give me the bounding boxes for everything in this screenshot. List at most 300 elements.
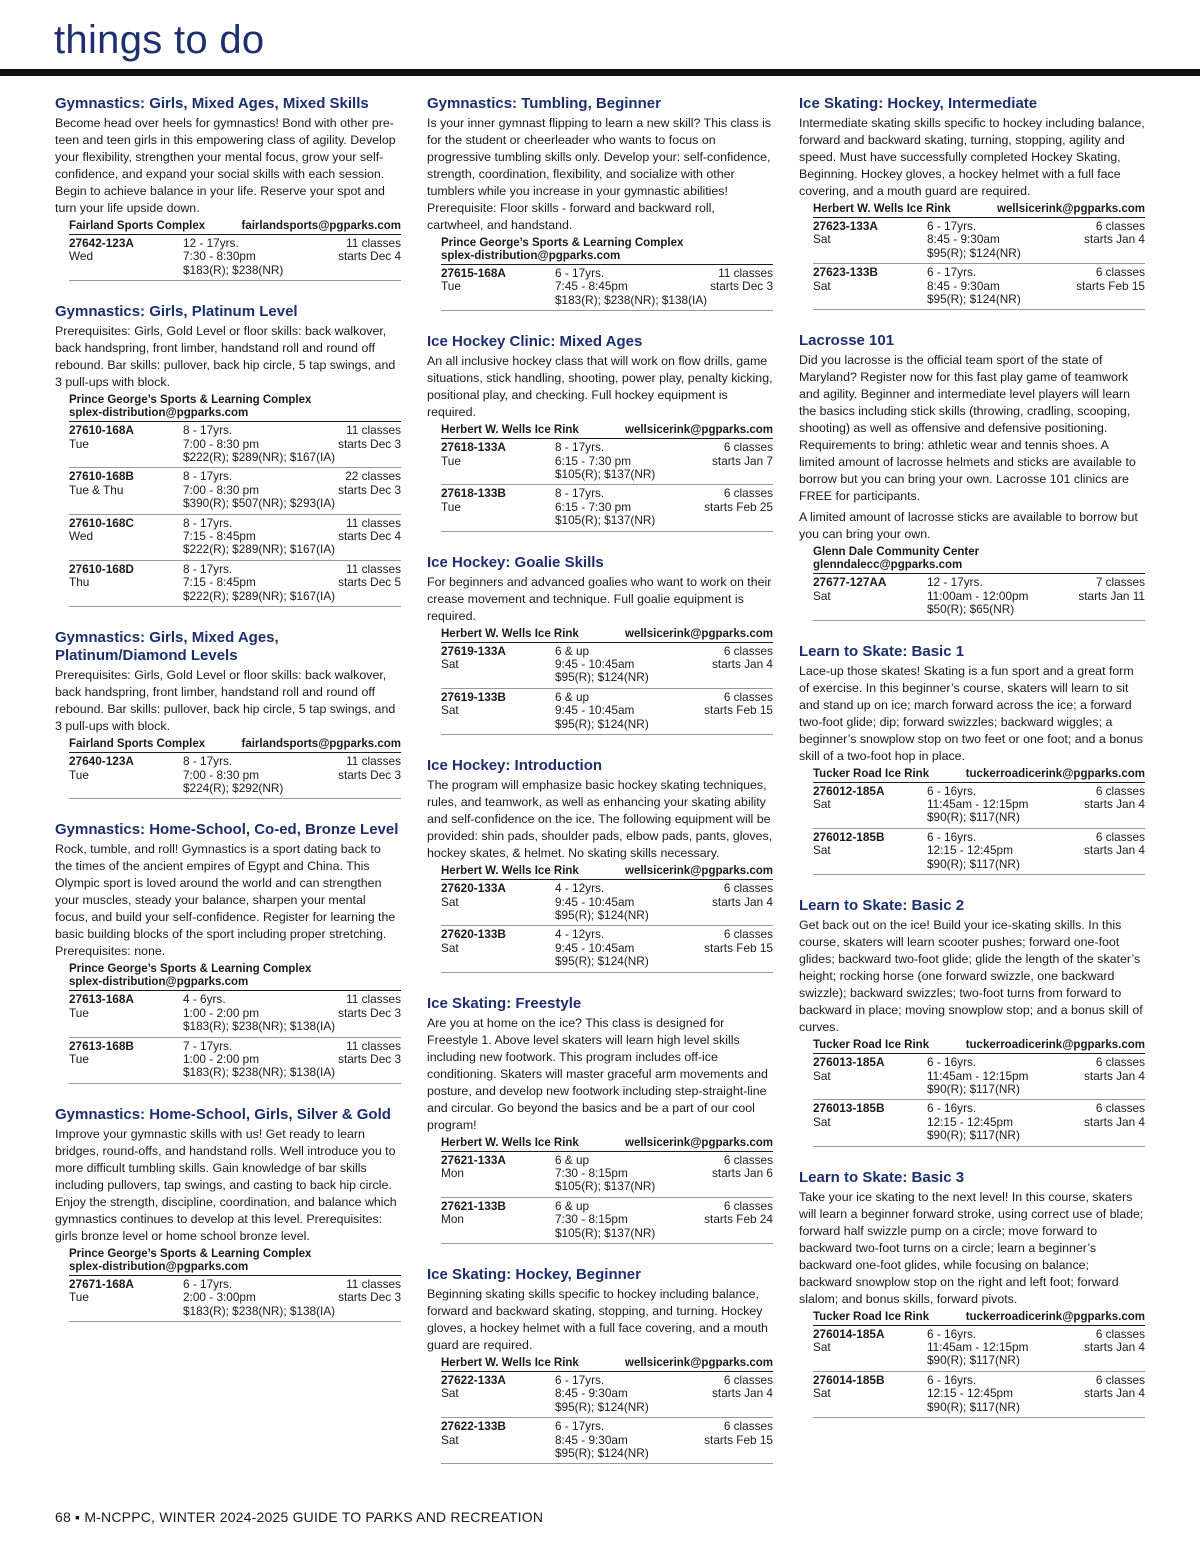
title-rule xyxy=(0,69,1200,76)
program-section xyxy=(427,757,773,972)
meeting-time: 7:30 - 8:30pm xyxy=(183,249,256,264)
program-description: Are you at home on the ice? This class is designed for Freestyle 1. Above level skaters will learn high level skills including new footwork. This program includes off-ice conditioning. Skaters will master graceful arm movements and posture, and develop new footwork including step-straight-line and circular. Go beyond the basics and be a part of our cool program! xyxy=(427,1015,768,1132)
start-date: starts Jan 4 xyxy=(1084,843,1145,858)
meeting-day: Tue & Thu xyxy=(69,482,124,497)
start-date: starts Jan 4 xyxy=(1084,1068,1145,1083)
start-date: starts Jan 4 xyxy=(712,1386,773,1401)
start-date: starts Jan 4 xyxy=(712,657,773,672)
age-range: 6 & up xyxy=(555,689,590,704)
location-header xyxy=(441,1357,773,1372)
class-offering xyxy=(441,1198,773,1244)
location-email-link[interactable]: wellsicerink@pgparks.com xyxy=(625,865,773,878)
program-title: Ice Skating: Hockey, Intermediate xyxy=(799,95,1038,112)
location-email-link[interactable]: fairlandsports@pgparks.com xyxy=(241,738,401,751)
program-description: Prerequisites: Girls, Gold Level or floor skills: back walkover, back handspring, front limber, handstand roll and round off rebound. Bar skills: pullover, back hip circle, 5 tap swings, and 3 pull-ups with block. xyxy=(55,668,396,734)
meeting-day: Sat xyxy=(813,843,831,858)
class-offering xyxy=(441,880,773,926)
meeting-time: 7:30 - 8:15pm xyxy=(555,1165,628,1180)
fee-list: $183(R); $238(NR); $138(IA) xyxy=(183,1019,336,1034)
class-offering xyxy=(813,1100,1145,1146)
location-name: Glenn Dale Community Center xyxy=(813,546,980,559)
meeting-time: 7:45 - 8:45pm xyxy=(555,279,628,294)
meeting-time: 11:00am - 12:00pm xyxy=(927,588,1029,603)
class-count: 6 classes xyxy=(1095,829,1145,844)
meeting-day: Sat xyxy=(441,940,459,955)
start-date: starts Dec 3 xyxy=(338,482,401,497)
course-code: 276014-185B xyxy=(813,1372,885,1387)
class-offering xyxy=(69,991,401,1037)
meeting-day: Sat xyxy=(813,278,831,293)
fee-list: $105(R); $137(NR) xyxy=(555,1179,656,1194)
column-left xyxy=(55,95,401,1344)
fee-list: $95(R); $124(NR) xyxy=(555,907,649,922)
meeting-time: 12:15 - 12:45pm xyxy=(927,1386,1013,1401)
fee-list: $183(R); $238(NR); $138(IA) xyxy=(183,1303,336,1318)
location-email-link[interactable]: fairlandsports@pgparks.com xyxy=(241,220,401,232)
location-name: Herbert W. Wells Ice Rink xyxy=(441,1136,579,1149)
course-code: 27613-168B xyxy=(69,1038,134,1053)
course-code: 27622-133B xyxy=(441,1419,506,1434)
meeting-time: 8:45 - 9:30am xyxy=(555,1386,628,1401)
program-title: Ice Skating: Hockey, Beginner xyxy=(427,1265,641,1283)
program-section xyxy=(55,629,401,799)
class-offering xyxy=(813,1326,1145,1372)
start-date: starts Dec 4 xyxy=(338,249,401,264)
course-code: 276012-185B xyxy=(813,829,885,844)
meeting-time: 11:45am - 12:15pm xyxy=(927,797,1029,812)
meeting-day: Tue xyxy=(69,1290,89,1305)
program-description: An all inclusive hockey class that will work on flow drills, game situations, stick handling, shooting, power play, penalty kicking, positional play, and checking. Full hockey equipment is required. xyxy=(427,354,773,420)
class-count: 11 classes xyxy=(346,423,401,438)
class-count: 6 classes xyxy=(723,486,773,501)
program-description: Take your ice skating to the next level! In this course, skaters will learn a beginner forward stroke, using correct use of blade; forward half swizzle pump on a circle; move forward to backward two-foot turns on a circle; learn a beginner’s backward one-foot glides, while focusing on balance; backward snowplow stop on the right and left foot; forward slalom; and bonus skills, forward pivots. xyxy=(799,1189,1144,1306)
meeting-time: 7:30 - 8:15pm xyxy=(555,1212,628,1227)
start-date: starts Feb 15 xyxy=(704,1432,773,1447)
location-name: Prince George’s Sports & Learning Complex xyxy=(69,963,312,976)
program-description: Beginning skating skills specific to hockey including balance, forward and backward skating, stopping, and turning. Hockey gloves, a hockey helmet with a full face covering, and a mouth guard are required. xyxy=(427,1286,768,1352)
meeting-time: 2:00 - 3:00pm xyxy=(183,1290,256,1305)
class-offering xyxy=(69,753,401,799)
location-email-link[interactable]: wellsicerink@pgparks.com xyxy=(625,1356,773,1369)
class-count: 6 classes xyxy=(1095,1372,1145,1387)
start-date: starts Jan 4 xyxy=(1084,797,1145,812)
class-offering xyxy=(441,926,773,972)
program-title: Ice Hockey Clinic: Mixed Ages xyxy=(427,333,643,351)
start-date: starts Feb 15 xyxy=(704,703,773,718)
program-title: Gymnastics: Girls, Mixed Ages, Mixed Skills xyxy=(55,95,369,112)
program-title: Learn to Skate: Basic 2 xyxy=(799,897,965,915)
start-date: starts Dec 3 xyxy=(338,1005,401,1020)
class-offering xyxy=(69,1038,401,1084)
course-code: 276013-185A xyxy=(813,1055,885,1070)
page-footer: 68 ▪ M-NCPPC, WINTER 2024-2025 GUIDE TO PARKS AND RECREATION xyxy=(55,1509,544,1525)
program-section xyxy=(427,554,773,735)
meeting-time: 6:15 - 7:30 pm xyxy=(555,499,632,514)
class-offering xyxy=(441,1152,773,1198)
location-header xyxy=(441,237,773,265)
meeting-time: 7:00 - 8:30 pm xyxy=(183,436,260,451)
program-section xyxy=(799,1169,1145,1418)
location-name: Herbert W. Wells Ice Rink xyxy=(441,627,579,640)
meeting-time: 11:45am - 12:15pm xyxy=(927,1339,1029,1354)
course-code: 27618-133B xyxy=(441,486,506,501)
fee-list: $105(R); $137(NR) xyxy=(555,513,656,528)
fee-list: $222(R); $289(NR); $167(IA) xyxy=(183,542,336,557)
program-section xyxy=(55,821,401,1083)
start-date: starts Feb 24 xyxy=(704,1212,773,1227)
fee-list: $95(R); $124(NR) xyxy=(555,1446,649,1460)
class-count: 6 classes xyxy=(723,927,773,942)
column-right xyxy=(799,95,1145,1440)
meeting-time: 8:45 - 9:30am xyxy=(927,278,1000,293)
meeting-day: Sat xyxy=(441,1386,459,1401)
location-header xyxy=(813,1311,1145,1326)
location-name: Herbert W. Wells Ice Rink xyxy=(813,203,951,215)
location-header xyxy=(813,1039,1145,1054)
age-range: 6 - 16yrs. xyxy=(927,1101,977,1116)
fee-list: $95(R); $124(NR) xyxy=(927,292,1021,307)
class-offering xyxy=(813,218,1145,264)
program-title: Learn to Skate: Basic 1 xyxy=(799,642,965,660)
class-count: 6 classes xyxy=(723,1419,773,1434)
program-section xyxy=(427,1266,773,1464)
meeting-day: Sat xyxy=(441,1432,459,1447)
fee-list: $390(R); $507(NR); $293(IA) xyxy=(183,496,336,511)
program-title: Lacrosse 101 xyxy=(799,332,895,350)
location-email-link[interactable]: tuckerroadicerink@pgparks.com xyxy=(965,1310,1145,1323)
class-count: 11 classes xyxy=(346,515,401,530)
course-code: 27621-133B xyxy=(441,1198,506,1213)
class-count: 6 classes xyxy=(1095,1101,1145,1116)
location-header xyxy=(69,1248,401,1276)
meeting-time: 7:15 - 8:45pm xyxy=(183,529,256,544)
class-offering xyxy=(813,783,1145,829)
location-name: Tucker Road Ice Rink xyxy=(813,1039,930,1052)
class-offering xyxy=(813,1372,1145,1418)
age-range: 6 - 16yrs. xyxy=(927,1055,977,1070)
meeting-day: Mon xyxy=(441,1165,464,1180)
class-offering xyxy=(69,561,401,607)
location-email-link[interactable]: wellsicerink@pgparks.com xyxy=(997,203,1145,215)
start-date: starts Jan 4 xyxy=(1084,1386,1145,1401)
meeting-day: Sat xyxy=(813,232,831,247)
meeting-day: Tue xyxy=(441,453,461,468)
age-range: 7 - 17yrs. xyxy=(183,1038,233,1053)
meeting-time: 8:45 - 9:30am xyxy=(555,1432,628,1447)
age-range: 6 - 17yrs. xyxy=(555,1419,605,1434)
program-description: Improve your gymnastic skills with us! Get ready to learn bridges, round-offs, and handstand rolls. Well introduce you to more difficult tumbling skills. Gain knowledge of bar skills including pullovers, tap swings, and casting to back hip circle. Enjoy the strength, discipline, coordination, and balance which gymnastics continues to develop at this level. Prerequisites: girls bronze level or home school bronze level. xyxy=(55,1126,397,1243)
start-date: starts Jan 6 xyxy=(712,1165,773,1180)
location-header xyxy=(813,768,1145,783)
meeting-time: 1:00 - 2:00 pm xyxy=(183,1005,260,1020)
program-section xyxy=(427,995,773,1244)
class-count: 6 classes xyxy=(723,643,773,658)
location-name: Herbert W. Wells Ice Rink xyxy=(441,1356,579,1369)
course-code: 27619-133A xyxy=(441,643,506,658)
location-name: Tucker Road Ice Rink xyxy=(813,767,930,780)
program-description: A limited amount of lacrosse sticks are available to borrow but you can bring your own. xyxy=(799,510,1138,542)
program-description: Prerequisites: Girls, Gold Level or floor skills: back walkover, back handspring, front limber, handstand roll and round off rebound. Bar skills: pullover, back hip circle, 5 tap swings, and 3 pull-ups with block. xyxy=(55,324,396,390)
meeting-day: Wed xyxy=(69,529,94,544)
start-date: starts Jan 11 xyxy=(1078,588,1145,603)
class-count: 6 classes xyxy=(723,1372,773,1387)
program-description: Get back out on the ice! Build your ice-skating skills. In this course, skaters will learn scooter pushes; forward one-foot glides; backward two-foot glide; glide the length of the skater’s height; rocking horse (one forward swizzle, one backward swizzle); backward swizzles; two-foot turns from forward to backward in place; moving snowplow stop; and a bonus skill of curves. xyxy=(799,918,1143,1035)
age-range: 6 - 17yrs. xyxy=(555,1372,605,1387)
program-section xyxy=(427,95,773,311)
course-code: 27613-168A xyxy=(69,992,134,1007)
meeting-day: Sat xyxy=(441,894,459,909)
location-name: Herbert W. Wells Ice Rink xyxy=(441,865,579,878)
program-description: Become head over heels for gymnastics! Bond with other pre-teen and teen girls in this empowering class of agility. Develop your flexibility, strengthen your mental focus, grow your self-confidence, and expand your social skills with each session. Begin to achieve balance in your life. Reserve your spot and turn your life upside down. xyxy=(55,116,396,215)
class-offering xyxy=(69,235,401,281)
course-code: 276013-185B xyxy=(813,1101,885,1116)
age-range: 6 & up xyxy=(555,1152,590,1167)
course-code: 27619-133B xyxy=(441,689,506,704)
course-code: 27610-168B xyxy=(69,469,134,484)
class-count: 22 classes xyxy=(345,469,401,484)
location-header xyxy=(69,220,401,235)
class-offering xyxy=(69,422,401,468)
course-code: 27620-133B xyxy=(441,927,506,942)
location-name: Herbert W. Wells Ice Rink xyxy=(441,424,579,437)
program-section xyxy=(55,303,401,607)
class-count: 6 classes xyxy=(723,689,773,704)
fee-list: $90(R); $117(NR) xyxy=(927,856,1020,871)
fee-list: $95(R); $124(NR) xyxy=(927,245,1021,260)
location-email-link[interactable]: wellsicerink@pgparks.com xyxy=(625,627,773,640)
age-range: 8 - 17yrs. xyxy=(183,515,233,530)
class-offering xyxy=(441,1372,773,1418)
course-code: 27610-168C xyxy=(69,515,134,530)
age-range: 6 - 17yrs. xyxy=(183,1276,233,1291)
meeting-day: Mon xyxy=(441,1212,464,1227)
meeting-time: 1:00 - 2:00 pm xyxy=(183,1051,260,1066)
program-title: Ice Hockey: Introduction xyxy=(427,757,603,775)
class-offering xyxy=(441,439,773,485)
meeting-day: Sat xyxy=(813,588,831,603)
course-code: 27623-133A xyxy=(813,219,878,233)
location-header xyxy=(69,963,401,991)
meeting-day: Wed xyxy=(69,249,94,264)
location-header xyxy=(441,424,773,439)
meeting-day: Sat xyxy=(813,1339,831,1354)
fee-list: $90(R); $117(NR) xyxy=(927,1128,1020,1143)
program-section xyxy=(799,332,1145,620)
meeting-day: Sat xyxy=(813,1114,831,1129)
class-count: 6 classes xyxy=(723,440,773,455)
program-title: Gymnastics: Girls, Mixed Ages, Platinum/Diamond Levels xyxy=(55,629,279,665)
class-count: 6 classes xyxy=(1095,265,1145,280)
start-date: starts Dec 4 xyxy=(338,529,401,544)
age-range: 4 - 12yrs. xyxy=(555,881,605,896)
class-count: 11 classes xyxy=(718,266,773,280)
start-date: starts Jan 7 xyxy=(712,453,773,468)
location-header xyxy=(813,546,1145,574)
program-title: Gymnastics: Home-School, Girls, Silver & Gold xyxy=(55,1105,391,1123)
program-description: Rock, tumble, and roll! Gymnastics is a sport dating back to the times of the ancient empires of Egypt and China. This Olympic sport is loved around the world and can strengthen your muscles, steady your balance, sharpen your mental focus, and build your self-confidence. Register for learning the basic building blocks of the sport including proper stretching. Prerequisites: none. xyxy=(55,842,396,959)
meeting-day: Tue xyxy=(69,767,89,782)
fee-list: $90(R); $117(NR) xyxy=(927,810,1020,825)
meeting-time: 7:00 - 8:30 pm xyxy=(183,482,260,497)
meeting-time: 12:15 - 12:45pm xyxy=(927,1114,1013,1129)
meeting-day: Tue xyxy=(441,279,461,294)
age-range: 6 - 17yrs. xyxy=(927,265,977,280)
meeting-time: 8:45 - 9:30am xyxy=(927,232,1000,247)
program-section xyxy=(427,333,773,531)
program-description: Did you lacrosse is the official team sport of the state of Maryland? Register now for this fast play game of teamwork and agility. Beginner and intermediate level players will learn the basics including stick skills (throwing, cradling, scooping, shooting) as well as offensive and defensive positioning. Requirements to bring: athletic wear and tennis shoes. A limited amount of lacrosse helmets and sticks are available to borrow but you can bring your own. Lacrosse 101 clinics are FREE for participants. xyxy=(799,353,1136,504)
class-count: 6 classes xyxy=(1095,783,1145,798)
class-offering xyxy=(441,485,773,531)
fee-list: $95(R); $124(NR) xyxy=(555,670,649,685)
class-offering xyxy=(813,264,1145,310)
meeting-day: Sat xyxy=(813,797,831,812)
program-section xyxy=(55,95,401,281)
meeting-time: 7:00 - 8:30 pm xyxy=(183,767,260,782)
location-header xyxy=(813,203,1145,218)
course-code: 276012-185A xyxy=(813,783,885,798)
start-date: starts Jan 4 xyxy=(1084,1114,1145,1129)
meeting-time: 9:45 - 10:45am xyxy=(555,657,635,672)
class-offering xyxy=(69,468,401,514)
program-description: Is your inner gymnast flipping to learn a new skill? This class is for the student or cheerleader who wants to focus on progressive tumbling skills only. Develop your: self-confidence, strength, coordination, flexibility, and socialize with other tumblers while you increase in your gymnastic abilities! Prerequisite: Floor skills - forward and backward roll, cartwheel, and handstand. xyxy=(427,116,772,232)
class-count: 11 classes xyxy=(346,561,401,576)
start-date: starts Dec 3 xyxy=(338,1051,401,1066)
program-section xyxy=(799,643,1145,875)
class-offering xyxy=(813,574,1145,620)
age-range: 8 - 17yrs. xyxy=(183,423,233,438)
fee-list: $183(R); $238(NR); $138(IA) xyxy=(555,292,708,307)
column-middle xyxy=(427,95,773,1486)
class-count: 7 classes xyxy=(1095,575,1145,590)
fee-list: $95(R); $124(NR) xyxy=(555,716,649,731)
meeting-time: 9:45 - 10:45am xyxy=(555,703,635,718)
class-count: 11 classes xyxy=(346,754,401,769)
fee-list: $183(R); $238(NR) xyxy=(183,262,284,277)
class-count: 11 classes xyxy=(346,992,401,1007)
age-range: 6 & up xyxy=(555,643,590,658)
location-email-link[interactable]: glenndalecc@pgparks.com xyxy=(813,559,963,572)
location-email-link[interactable]: wellsicerink@pgparks.com xyxy=(625,424,773,437)
location-name: Prince George’s Sports & Learning Complex xyxy=(441,237,684,249)
class-count: 6 classes xyxy=(723,1152,773,1167)
meeting-day: Tue xyxy=(441,499,461,514)
age-range: 6 - 16yrs. xyxy=(927,1372,977,1387)
age-range: 6 - 16yrs. xyxy=(927,1326,977,1341)
age-range: 6 - 17yrs. xyxy=(555,266,605,280)
fee-list: $90(R); $117(NR) xyxy=(927,1399,1020,1414)
class-count: 6 classes xyxy=(723,1198,773,1213)
location-email-link[interactable]: splex-distribution@pgparks.com xyxy=(441,250,621,262)
class-offering xyxy=(69,515,401,561)
age-range: 4 - 12yrs. xyxy=(555,927,605,942)
start-date: starts Feb 15 xyxy=(1076,278,1145,293)
meeting-time: 12:15 - 12:45pm xyxy=(927,843,1013,858)
class-offering xyxy=(441,265,773,311)
meeting-day: Tue xyxy=(69,1005,89,1020)
fee-list: $90(R); $117(NR) xyxy=(927,1081,1020,1096)
course-code: 27640-123A xyxy=(69,754,134,769)
location-header xyxy=(441,1137,773,1152)
course-code: 27621-133A xyxy=(441,1152,506,1167)
meeting-time: 11:45am - 12:15pm xyxy=(927,1068,1029,1083)
meeting-day: Sat xyxy=(813,1386,831,1401)
fee-list: $105(R); $137(NR) xyxy=(555,1225,656,1240)
program-title: Learn to Skate: Basic 3 xyxy=(799,1168,965,1186)
fee-list: $90(R); $117(NR) xyxy=(927,1353,1020,1368)
program-description: Lace-up those skates! Skating is a fun sport and a great form of exercise. In this beginner’s course, skaters will learn to sit and stand up on ice; march forward across the ice; a forward two-foot glide; dip; forward swizzles; backward wiggles; a beginner’s snowplow stop on two feet or one foot; and a bonus skill of a two-foot hop in place. xyxy=(799,663,1143,763)
meeting-time: 7:15 - 8:45pm xyxy=(183,575,256,590)
course-code: 27615-168A xyxy=(441,266,506,280)
meeting-day: Tue xyxy=(69,436,89,451)
class-offering xyxy=(441,689,773,735)
meeting-day: Sat xyxy=(441,703,459,718)
location-email-link[interactable]: splex-distribution@pgparks.com xyxy=(69,976,249,989)
class-offering xyxy=(813,1054,1145,1100)
meeting-time: 9:45 - 10:45am xyxy=(555,894,635,909)
location-header xyxy=(441,865,773,880)
age-range: 4 - 6yrs. xyxy=(183,992,226,1007)
age-range: 6 - 16yrs. xyxy=(927,783,977,798)
fee-list: $222(R); $289(NR); $167(IA) xyxy=(183,450,336,465)
course-code: 27671-168A xyxy=(69,1276,134,1291)
age-range: 12 - 17yrs. xyxy=(183,236,239,250)
start-date: starts Feb 15 xyxy=(704,940,773,955)
age-range: 6 - 17yrs. xyxy=(927,219,977,233)
program-description: The program will emphasize basic hockey skating techniques, rules, and teamwork, as well as enhancing your skating ability and self-confidence on the ice. The following equipment will be provided: shin pads, shoulder pads, elbow pads, pants, gloves, hockey skates, & helmet. No skating skills necessary. xyxy=(427,778,773,861)
fee-list: $95(R); $124(NR) xyxy=(555,954,649,969)
course-code: 27620-133A xyxy=(441,881,506,896)
age-range: 12 - 17yrs. xyxy=(927,575,983,590)
fee-list: $224(R); $292(NR) xyxy=(183,780,284,795)
location-email-link[interactable]: tuckerroadicerink@pgparks.com xyxy=(965,767,1145,780)
age-range: 8 - 17yrs. xyxy=(183,561,233,576)
start-date: starts Jan 4 xyxy=(1084,232,1145,247)
program-title: Gymnastics: Home-School, Co-ed, Bronze Level xyxy=(55,821,399,839)
start-date: starts Dec 5 xyxy=(338,575,401,590)
location-name: Prince George’s Sports & Learning Complex xyxy=(69,1247,312,1260)
class-count: 6 classes xyxy=(1095,219,1145,233)
meeting-day: Tue xyxy=(69,1051,89,1066)
age-range: 8 - 17yrs. xyxy=(183,754,233,769)
start-date: starts Dec 3 xyxy=(710,279,773,294)
location-name: Prince George’s Sports & Learning Complex xyxy=(69,394,312,407)
course-code: 27610-168D xyxy=(69,561,134,576)
age-range: 8 - 17yrs. xyxy=(555,486,605,501)
program-title: Gymnastics: Girls, Platinum Level xyxy=(55,303,298,321)
location-header xyxy=(441,628,773,643)
fee-list: $50(R); $65(NR) xyxy=(927,602,1015,617)
course-code: 27618-133A xyxy=(441,440,506,455)
program-section xyxy=(55,1106,401,1322)
location-email-link[interactable]: tuckerroadicerink@pgparks.com xyxy=(965,1039,1145,1052)
course-code: 27642-123A xyxy=(69,236,134,250)
location-email-link[interactable]: splex-distribution@pgparks.com xyxy=(69,407,249,420)
course-code: 27622-133A xyxy=(441,1372,506,1387)
course-code: 27610-168A xyxy=(69,423,134,438)
location-email-link[interactable]: wellsicerink@pgparks.com xyxy=(625,1136,773,1149)
class-offering xyxy=(813,829,1145,875)
start-date: starts Dec 3 xyxy=(338,767,401,782)
location-email-link[interactable]: splex-distribution@pgparks.com xyxy=(69,1260,249,1273)
meeting-time: 9:45 - 10:45am xyxy=(555,940,635,955)
location-header xyxy=(69,738,401,753)
class-count: 11 classes xyxy=(346,1276,401,1291)
fee-list: $105(R); $137(NR) xyxy=(555,467,656,482)
class-count: 6 classes xyxy=(723,881,773,896)
meeting-day: Thu xyxy=(69,575,90,590)
location-name: Fairland Sports Complex xyxy=(69,738,206,751)
start-date: starts Dec 3 xyxy=(338,436,401,451)
